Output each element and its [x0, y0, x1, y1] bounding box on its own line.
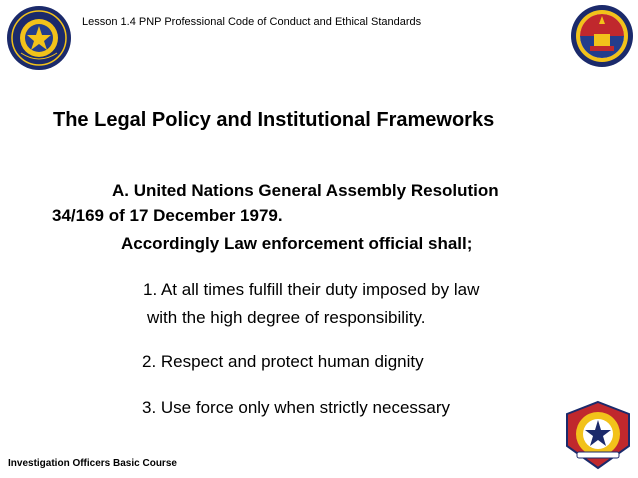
- slide-title: The Legal Policy and Institutional Frameworks: [53, 109, 495, 131]
- section-a-line2: 34/169 of 17 December 1979.: [52, 206, 283, 225]
- right-seal-logo: [570, 4, 634, 68]
- item-1-line2: with the high degree of responsibility.: [147, 308, 426, 327]
- pnp-badge-logo: [563, 400, 633, 470]
- item-1-line1: 1. At all times fulfill their duty imposed by law: [143, 280, 480, 299]
- left-seal-logo: [6, 5, 72, 71]
- item-2-line1: 2. Respect and protect human dignity: [142, 352, 424, 371]
- lesson-header: Lesson 1.4 PNP Professional Code of Conduct and Ethical Standards: [82, 16, 422, 28]
- course-footer: Investigation Officers Basic Course: [8, 458, 177, 469]
- item-3-line1: 3. Use force only when strictly necessary: [142, 398, 451, 417]
- intro-line: Accordingly Law enforcement official shall;: [121, 234, 473, 253]
- section-a-line1: A. United Nations General Assembly Resolution: [112, 181, 499, 200]
